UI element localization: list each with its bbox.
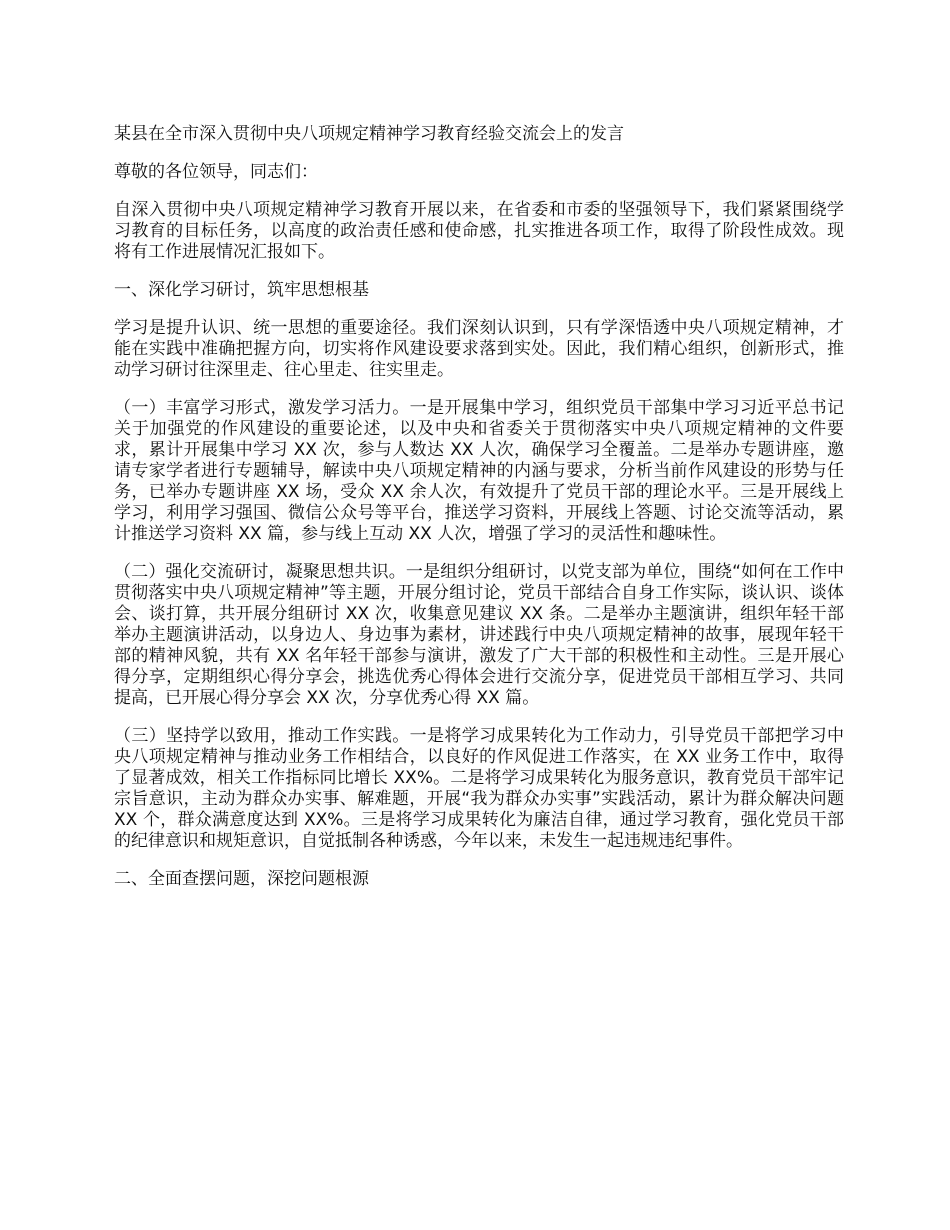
document-page <box>114 124 844 907</box>
section-1-intro-paragraph: 学习是提升认识、统一思想的重要途径。我们深刻认识到，只有学深悟透中央八项规定精神，才能在实践中准确把握方向，切实将作风建设要求落到实处。因此，我们精心组织，创新形式，推动学习研讨往深里走、往心里走、往实里走。 <box>114 318 844 380</box>
salutation: 尊敬的各位领导，同志们： <box>114 162 318 182</box>
section-1-part-1-paragraph: （一）丰富学习形式，激发学习活力。一是开展集中学习，组织党员干部集中学习习近平总书记关于加强党的作风建设的重要论述，以及中央和省委关于贯彻落实中央八项规定精神的文件要求，累计开展集中学习 XX 次，参与人数达 XX 人次，确保学习全覆盖。二是举办专题讲座，邀请专家学者进行专题辅导，解读中央八项规定精神的内涵与要求，分析当前作风建设的形势与任务，已举办专题讲座 XX 场，受众 XX 余人次，有效提升了党员干部的理论水平。三是开展线上学习，利用学习强国、微信公众号等平台，推送学习资料，开展线上答题、讨论交流等活动，累计推送学习资料 XX 篇，参与线上互动 XX 人次，增强了学习的灵活性和趣味性。 <box>114 398 844 544</box>
section-1-part-2-paragraph: （二）强化交流研讨，凝聚思想共识。一是组织分组研讨，以党支部为单位，围绕“如何在工作中贯彻落实中央八项规定精神”等主题，开展分组讨论，党员干部结合自身工作实际，谈认识、谈体会、谈打算，共开展分组研讨 XX 次，收集意见建议 XX 条。二是举办主题演讲，组织年轻干部举办主题演讲活动，以身边人、身边事为素材，讲述践行中央八项规定精神的故事，展现年轻干部的精神风貌，共有 XX 名年轻干部参与演讲，激发了广大干部的积极性和主动性。三是开展心得分享，定期组织心得分享会，挑选优秀心得体会进行交流分享，促进党员干部相互学习、共同提高，已开展心得分享会 XX 次，分享优秀心得 XX 篇。 <box>114 562 844 708</box>
section-heading-2: 二、全面查摆问题，深挖问题根源 <box>114 869 369 889</box>
section-1-part-3-paragraph: （三）坚持学以致用，推动工作实践。一是将学习成果转化为工作动力，引导党员干部把学习中央八项规定精神与推动业务工作相结合，以良好的作风促进工作落实，在 XX 业务工作中，取得了显著成效，相关工作指标同比增长 XX%。二是将学习成果转化为服务意识，教育党员干部牢记宗旨意识，主动为群众办实事、解难题，开展“我为群众办实事”实践活动，累计为群众解决问题 XX 个，群众满意度达到 XX%。三是将学习成果转化为廉洁自律，通过学习教育，强化党员干部的纪律意识和规矩意识，自觉抵制各种诱惑，今年以来，未发生一起违规违纪事件。 <box>114 726 844 851</box>
intro-paragraph: 自深入贯彻中央八项规定精神学习教育开展以来，在省委和市委的坚强领导下，我们紧紧围绕学习教育的目标任务，以高度的政治责任感和使命感，扎实推进各项工作，取得了阶段性成效。现将有工作进展情况汇报如下。 <box>114 200 844 262</box>
section-heading-1: 一、深化学习研讨，筑牢思想根基 <box>114 280 369 300</box>
document-title: 某县在全市深入贯彻中央八项规定精神学习教育经验交流会上的发言 <box>114 124 624 144</box>
